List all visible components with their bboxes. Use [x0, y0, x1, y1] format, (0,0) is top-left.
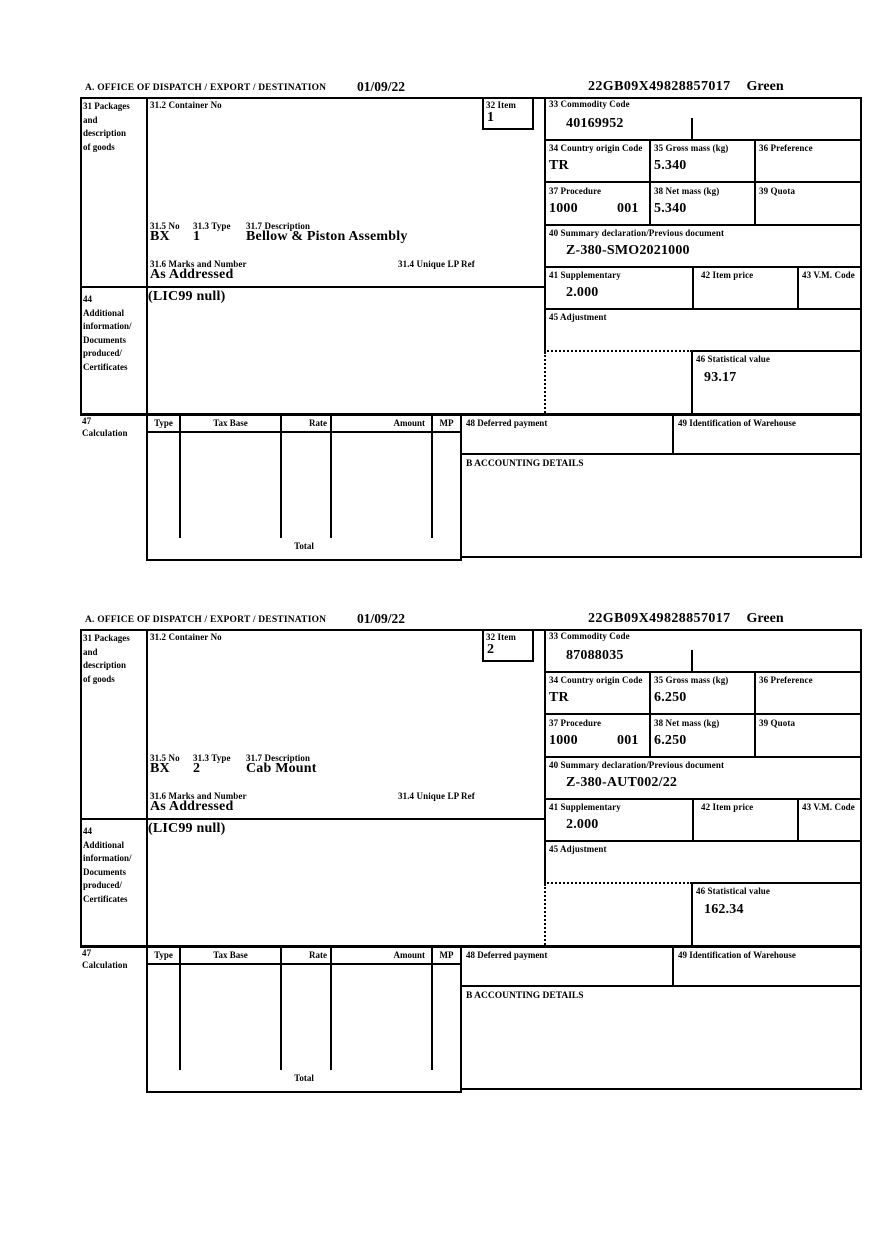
- entry-number: 22GB09X49828857017: [588, 611, 731, 626]
- box-49-warehouse: [674, 416, 862, 453]
- package-count-value: 2: [193, 761, 201, 776]
- box34-35-divider: [649, 139, 651, 183]
- accounting-details-box: [460, 455, 862, 558]
- calculation-table: [146, 948, 462, 1070]
- supplementary-value: 2.000: [566, 285, 599, 300]
- supplementary-label: 41 Supplementary: [549, 270, 621, 280]
- summary-declaration-label: 40 Summary declaration/Previous document: [549, 760, 725, 770]
- vm-code-label: 43 V.M. Code: [802, 802, 855, 812]
- cell-amount-empty: [332, 433, 433, 538]
- accounting-details-label: B ACCOUNTING DETAILS: [466, 459, 584, 469]
- calculation-total-row: [146, 538, 462, 561]
- column-amount: Amount: [332, 948, 433, 963]
- additional-info-value: (LIC99 null): [148, 289, 226, 304]
- cell-rate-empty: [282, 433, 332, 538]
- row34-bottom-border: [544, 181, 862, 183]
- calculation-table-header: [148, 948, 460, 965]
- description-label: 31.7 Description: [246, 221, 311, 231]
- declaration-form-grid: [80, 97, 862, 565]
- cell-tax-base-empty: [181, 433, 282, 538]
- unique-lp-ref-label: 31.4 Unique LP Ref: [398, 259, 475, 269]
- box34-35-divider: [649, 671, 651, 715]
- box-48-deferred-payment: [462, 948, 674, 985]
- box37-38-divider: [649, 183, 651, 226]
- box44-line2: Additional: [83, 307, 125, 318]
- box44-line6: Certificates: [83, 361, 128, 372]
- marks-value: As Addressed: [150, 799, 234, 814]
- box44-line6: Certificates: [83, 893, 128, 904]
- box38-39-divider: [754, 715, 756, 758]
- box-31-packages-label: [83, 100, 130, 154]
- container-no-label: 31.2 Container No: [150, 100, 222, 110]
- commodity-code-label: 33 Commodity Code: [549, 631, 630, 641]
- quota-label: 39 Quota: [759, 718, 796, 728]
- dotted-top-divider: [544, 882, 692, 884]
- box-48-deferred-payment: [462, 416, 674, 453]
- packages-type-label: 31.3 Type: [193, 753, 231, 763]
- outer-left-border: [80, 629, 82, 948]
- column-rate: Rate: [282, 948, 332, 963]
- packages-no-label: 31.5 No: [150, 221, 180, 231]
- box42-43-divider: [797, 800, 799, 842]
- commodity-code-divider: [691, 650, 693, 673]
- item-label: 32 Item: [486, 632, 516, 642]
- procedure-value-2: 001: [617, 733, 639, 748]
- box-44-additional-info-label: [83, 825, 132, 906]
- item-number-value: 2: [487, 642, 495, 657]
- office-of-dispatch-label: A. OFFICE OF DISPATCH / EXPORT / DESTINATION: [85, 615, 327, 625]
- description-label: 31.7 Description: [246, 753, 311, 763]
- procedure-value-1: 1000: [549, 201, 578, 216]
- box31-line3: description: [83, 128, 127, 138]
- box40-bottom-border: [544, 266, 862, 268]
- box35-36-divider: [754, 671, 756, 715]
- box44-top-border: [80, 818, 546, 820]
- marks-and-number-label: 31.6 Marks and Number: [150, 791, 247, 801]
- dotted-top-divider: [544, 350, 692, 352]
- box41-42-divider: [692, 268, 694, 310]
- column-mp: MP: [439, 950, 454, 960]
- preference-label: 36 Preference: [759, 143, 813, 153]
- total-label: Total: [294, 1073, 314, 1083]
- statistical-value: 162.34: [704, 902, 744, 917]
- column-tax-base: Tax Base: [181, 416, 282, 431]
- outer-top-border: [80, 97, 862, 99]
- net-mass-value: 6.250: [654, 733, 687, 748]
- box44-line2: Additional: [83, 839, 125, 850]
- deferred-warehouse-row: [460, 948, 862, 987]
- box44-line3: information/: [83, 321, 132, 331]
- marks-value: As Addressed: [150, 267, 234, 282]
- column-amount: Amount: [332, 416, 433, 431]
- packages-column-divider: [146, 97, 148, 416]
- procedure-label: 37 Procedure: [549, 718, 602, 728]
- box40-bottom-border: [544, 798, 862, 800]
- outer-top-border: [80, 629, 862, 631]
- country-origin-value: TR: [549, 158, 569, 173]
- box31-line4: of goods: [83, 141, 115, 152]
- box44-line3: information/: [83, 853, 132, 863]
- goods-description-value: Cab Mount: [246, 761, 317, 776]
- box44-top-border: [80, 286, 546, 288]
- net-mass-label: 38 Net mass (kg): [654, 718, 720, 728]
- box31-line2: and: [83, 114, 98, 125]
- box41-42-divider: [692, 800, 694, 842]
- row37-bottom-border: [544, 224, 862, 226]
- commodity-box-bottom-border: [544, 671, 862, 673]
- statistical-value-label: 46 Statistical value: [696, 886, 770, 896]
- container-no-label: 31.2 Container No: [150, 632, 222, 642]
- deferred-warehouse-row: [460, 416, 862, 455]
- box31-line2: and: [83, 646, 98, 657]
- cell-rate-empty: [282, 965, 332, 1070]
- deferred-payment-label: 48 Deferred payment: [466, 418, 548, 428]
- country-origin-label: 34 Country origin Code: [549, 675, 643, 685]
- box31-line4: of goods: [83, 673, 115, 684]
- box44-line1: 44: [83, 294, 92, 304]
- calculation-table-body: [148, 965, 460, 1070]
- country-origin-label: 34 Country origin Code: [549, 143, 643, 153]
- box38-39-divider: [754, 183, 756, 226]
- item-number-value: 1: [487, 110, 495, 125]
- previous-document-value: Z-380-AUT002/22: [566, 775, 678, 790]
- calculation-table-header: [148, 416, 460, 433]
- box44-line5: produced/: [83, 348, 122, 358]
- declaration-form-grid: [80, 629, 862, 1097]
- office-of-dispatch-label: A. OFFICE OF DISPATCH / EXPORT / DESTINATION: [85, 83, 327, 93]
- calculation-table: [146, 416, 462, 538]
- row37-bottom-border: [544, 756, 862, 758]
- row41-bottom-border: [544, 308, 862, 310]
- previous-document-value: Z-380-SMO2021000: [566, 243, 690, 258]
- box31-line1: 31 Packages: [83, 101, 130, 111]
- column-rate: Rate: [282, 416, 332, 431]
- cell-type-empty: [148, 965, 181, 1070]
- route-indicator: Green: [746, 611, 784, 626]
- net-mass-label: 38 Net mass (kg): [654, 186, 720, 196]
- calculation-total-row: [146, 1070, 462, 1093]
- box-31-packages-label: [83, 632, 130, 686]
- package-code-value: BX: [150, 761, 170, 776]
- accounting-details-label: B ACCOUNTING DETAILS: [466, 991, 584, 1001]
- item-label: 32 Item: [486, 100, 516, 110]
- summary-declaration-label: 40 Summary declaration/Previous document: [549, 228, 725, 238]
- calculation-box-label: Calculation: [82, 960, 128, 970]
- column-tax-base: Tax Base: [181, 948, 282, 963]
- deferred-payment-label: 48 Deferred payment: [466, 950, 548, 960]
- gross-mass-label: 35 Gross mass (kg): [654, 143, 729, 153]
- supplementary-label: 41 Supplementary: [549, 802, 621, 812]
- box44-line5: produced/: [83, 880, 122, 890]
- column-type: Type: [148, 948, 181, 963]
- net-mass-value: 5.340: [654, 201, 687, 216]
- statistical-value: 93.17: [704, 370, 737, 385]
- calculation-box-label: Calculation: [82, 428, 128, 438]
- column-mp: MP: [439, 418, 454, 428]
- statistical-value-label: 46 Statistical value: [696, 354, 770, 364]
- box37-38-divider: [649, 715, 651, 758]
- package-count-value: 1: [193, 229, 201, 244]
- country-origin-value: TR: [549, 690, 569, 705]
- package-code-value: BX: [150, 229, 170, 244]
- vm-code-label: 43 V.M. Code: [802, 270, 855, 280]
- block-header: [80, 78, 862, 97]
- commodity-code-value: 40169952: [566, 116, 624, 131]
- calculation-box-number: 47: [82, 416, 92, 426]
- warehouse-label: 49 Identification of Warehouse: [678, 950, 796, 960]
- row41-bottom-border: [544, 840, 862, 842]
- cell-mp-empty: [433, 965, 460, 1070]
- outer-left-border: [80, 97, 82, 416]
- packages-column-divider: [146, 629, 148, 948]
- box44-line1: 44: [83, 826, 92, 836]
- procedure-value-1: 1000: [549, 733, 578, 748]
- entry-number: 22GB09X49828857017: [588, 79, 731, 94]
- gross-mass-label: 35 Gross mass (kg): [654, 675, 729, 685]
- cell-mp-empty: [433, 433, 460, 538]
- route-indicator: Green: [746, 79, 784, 94]
- customs-item-block-1: [80, 78, 862, 570]
- declaration-date: 01/09/22: [357, 79, 406, 94]
- gross-mass-value: 6.250: [654, 690, 687, 705]
- dotted-left-divider: [544, 352, 546, 413]
- commodity-code-divider: [691, 118, 693, 141]
- box42-43-divider: [797, 268, 799, 310]
- commodity-code-label: 33 Commodity Code: [549, 99, 630, 109]
- box44-line4: Documents: [83, 334, 126, 345]
- goods-description-value: Bellow & Piston Assembly: [246, 229, 408, 244]
- box31-line1: 31 Packages: [83, 633, 130, 643]
- item-price-label: 42 Item price: [701, 270, 754, 280]
- box31-line3: description: [83, 660, 127, 670]
- dotted-left-divider: [544, 884, 546, 945]
- marks-and-number-label: 31.6 Marks and Number: [150, 259, 247, 269]
- additional-info-value: (LIC99 null): [148, 821, 226, 836]
- packages-no-label: 31.5 No: [150, 753, 180, 763]
- unique-lp-ref-label: 31.4 Unique LP Ref: [398, 791, 475, 801]
- box35-36-divider: [754, 139, 756, 183]
- commodity-code-value: 87088035: [566, 648, 624, 663]
- customs-item-block-2: [80, 610, 862, 1102]
- entry-reference: [588, 611, 784, 627]
- gross-mass-value: 5.340: [654, 158, 687, 173]
- calculation-box-number: 47: [82, 948, 92, 958]
- cell-amount-empty: [332, 965, 433, 1070]
- item-price-label: 42 Item price: [701, 802, 754, 812]
- box-49-warehouse: [674, 948, 862, 985]
- box-44-additional-info-label: [83, 293, 132, 374]
- row34-bottom-border: [544, 713, 862, 715]
- procedure-label: 37 Procedure: [549, 186, 602, 196]
- preference-label: 36 Preference: [759, 675, 813, 685]
- box44-line4: Documents: [83, 866, 126, 877]
- declaration-date: 01/09/22: [357, 611, 406, 626]
- cell-type-empty: [148, 433, 181, 538]
- commodity-box-bottom-border: [544, 139, 862, 141]
- block-header: [80, 610, 862, 629]
- calculation-table-body: [148, 433, 460, 538]
- packages-type-label: 31.3 Type: [193, 221, 231, 231]
- quota-label: 39 Quota: [759, 186, 796, 196]
- total-label: Total: [294, 541, 314, 551]
- procedure-value-2: 001: [617, 201, 639, 216]
- supplementary-value: 2.000: [566, 817, 599, 832]
- adjustment-label: 45 Adjustment: [549, 312, 607, 322]
- cell-tax-base-empty: [181, 965, 282, 1070]
- warehouse-label: 49 Identification of Warehouse: [678, 418, 796, 428]
- entry-reference: [588, 79, 784, 95]
- column-type: Type: [148, 416, 181, 431]
- adjustment-label: 45 Adjustment: [549, 844, 607, 854]
- accounting-details-box: [460, 987, 862, 1090]
